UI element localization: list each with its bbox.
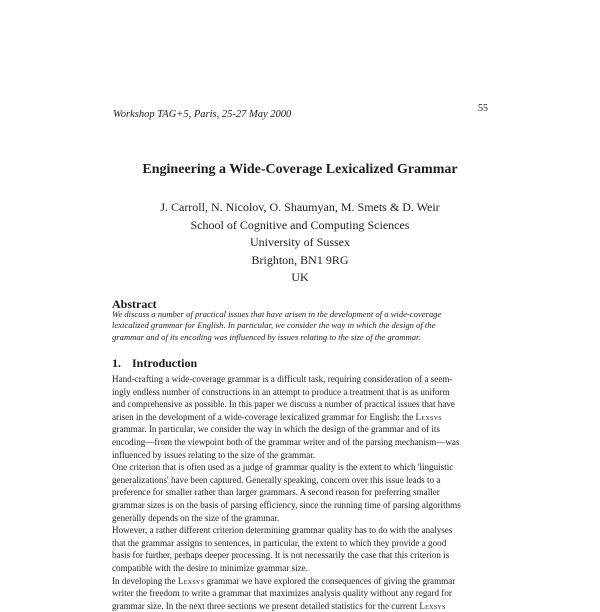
system-name: Lexsys	[177, 575, 205, 586]
school-name: School of Cognitive and Computing Sciences	[190, 217, 410, 232]
body-line: grammar sizes is on the basis of parsing efficiency, since the running time of parsing algorithms	[112, 499, 461, 510]
body-line: In developing the Lexsys grammar we have explored the consequences of giving the grammar	[112, 575, 456, 586]
body-line: grammar size. In the next three sections we present detailed statistics for the current Lexsys	[112, 600, 446, 611]
abstract-text	[112, 309, 486, 343]
introduction-body	[112, 373, 486, 612]
author-list: J. Carroll, N. Nicolov, O. Shaumyan, M. Smets & D. Weir	[160, 200, 440, 214]
body-line: One criterion that is often used as a judge of grammar quality is the extent to which 'linguistic	[112, 462, 454, 473]
section-number: 1.	[112, 356, 121, 370]
body-line: However, a rather different criterion determining grammar quality has to do with the analyses	[112, 525, 453, 536]
country: UK	[291, 270, 309, 284]
workshop-header: Workshop TAG+5, Paris, 25-27 May 2000	[113, 109, 292, 120]
body-line: encoding—from the viewpoint both of the grammar writer and of the parsing mechanism—was	[112, 436, 460, 447]
city-postcode: Brighton, BN1 9RG	[251, 252, 349, 267]
body-line: basis for further, perhaps deeper processing. It is not necessarily the case that this criterion is	[112, 550, 450, 561]
body-line: generally depends on the size of the grammar.	[112, 512, 280, 523]
body-line: preference for smaller rather than larger grammars. A second reason for preferring smaller	[112, 487, 440, 498]
section-title: Introduction	[132, 356, 198, 370]
body-line: Hand-crafting a wide-coverage grammar is a difficult task, requiring consideration of a seem-	[112, 374, 453, 384]
body-line: grammar. In particular, we consider the way in which the design of the grammar and of its	[112, 424, 440, 435]
abstract-line: grammar and of its encoding was influenced by issues relating to the size of the grammar.	[112, 331, 421, 342]
body-line: compatible with the desire to minimize grammar size.	[112, 562, 308, 573]
section-heading-introduction	[112, 356, 197, 371]
university-name: University of Sussex	[250, 235, 350, 249]
paper-title: Engineering a Wide-Coverage Lexicalized Grammar	[142, 162, 458, 177]
body-line: that the grammar assigns to sentences, in particular, the extent to which they provide a good	[112, 537, 447, 548]
body-line: and comprehensive as possible. In this paper we discuss a number of practical issues that have	[112, 399, 455, 410]
body-line: influenced by issues relating to the size of the grammar.	[112, 449, 316, 460]
authors-block	[0, 199, 600, 287]
abstract-line: We discuss a number of practical issues that have arisen in the development of a wide-coverage	[112, 309, 442, 319]
page-number: 55	[478, 103, 488, 114]
body-line: writer the freedom to write a grammar that maximizes analysis quality without any regard for	[112, 588, 452, 599]
body-line: ingly endless number of constructions in an attempt to produce a treatment that is as uniform	[112, 386, 450, 397]
body-line: arisen in the development of a wide-coverage lexicalized grammar for English: the Lexsys	[112, 411, 442, 422]
abstract-heading: Abstract	[112, 297, 157, 311]
system-name: Lexsys	[415, 411, 442, 422]
abstract-line: lexicalized grammar for English. In particular, we consider the way in which the design of the	[112, 320, 436, 331]
body-line: generalizations' have been captured. Generally speaking, concern over this issue leads to a	[112, 474, 441, 485]
system-name: Lexsys	[419, 600, 446, 611]
